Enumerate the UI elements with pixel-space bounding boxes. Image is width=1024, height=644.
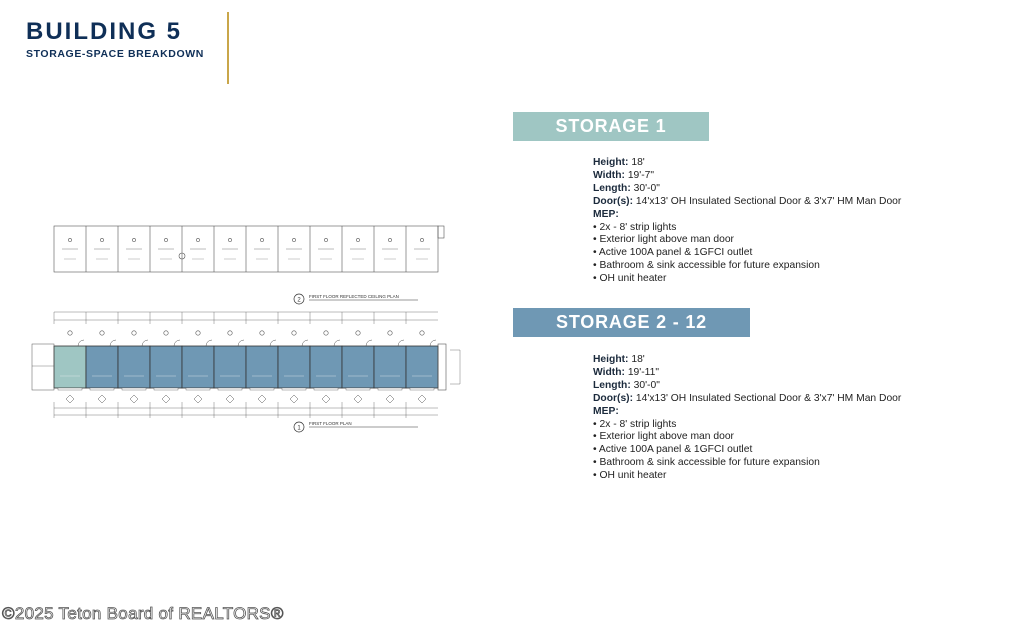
height-row xyxy=(593,157,901,170)
mep-label: MEP: xyxy=(593,405,619,417)
width-label: Width: xyxy=(593,366,625,378)
storage-unit-bay xyxy=(182,346,214,388)
storage-unit-bay xyxy=(54,346,86,388)
first-floor-plan xyxy=(32,312,460,418)
storage-1-specs xyxy=(593,157,901,286)
overhead-door xyxy=(218,388,242,390)
length-label: Length: xyxy=(593,182,631,194)
overhead-door xyxy=(378,388,402,390)
overhead-door xyxy=(250,388,274,390)
section-marker-icon xyxy=(418,395,426,403)
section-marker-icon xyxy=(386,395,394,403)
section-marker-icon xyxy=(130,395,138,403)
floor-plan-drawing xyxy=(28,212,488,437)
door-swing-icon xyxy=(398,340,404,346)
end-annex xyxy=(438,344,446,390)
mep-item: • OH unit heater xyxy=(593,273,901,286)
door-swing-icon xyxy=(78,340,84,346)
door-swing-icon xyxy=(366,340,372,346)
overhead-door xyxy=(58,388,82,390)
storage-unit-bay xyxy=(310,346,342,388)
overhead-door xyxy=(282,388,306,390)
door-swing-icon xyxy=(142,340,148,346)
mep-item: • Active 100A panel & 1GFCI outlet xyxy=(593,444,901,457)
overhead-door xyxy=(186,388,210,390)
mep-item: • Exterior light above man door xyxy=(593,234,901,247)
storage-unit-bay xyxy=(246,346,278,388)
ceiling-plan-number: 2 xyxy=(297,297,301,304)
mep-item: • 2x - 8' strip lights xyxy=(593,222,901,235)
bay-marker-icon xyxy=(228,331,232,335)
overhead-door xyxy=(346,388,370,390)
storage-2-12-specs xyxy=(593,354,901,483)
door-swing-icon xyxy=(334,340,340,346)
floor-plan-number: 1 xyxy=(297,425,301,432)
header-divider xyxy=(227,12,229,84)
bay-marker-icon xyxy=(420,331,424,335)
light-fixture-icon xyxy=(420,238,423,241)
mep-list xyxy=(593,222,901,287)
storage-unit-bay xyxy=(406,346,438,388)
overhead-door xyxy=(410,388,434,390)
door-swing-icon xyxy=(174,340,180,346)
length-value: 30'-0" xyxy=(633,182,660,194)
floor-plan-label: FIRST FLOOR PLAN xyxy=(309,421,352,426)
length-value: 30'-0" xyxy=(633,379,660,391)
height-value: 18' xyxy=(631,157,645,168)
bay-marker-icon xyxy=(260,331,264,335)
bay-marker-icon xyxy=(388,331,392,335)
light-fixture-icon xyxy=(356,238,359,241)
length-row xyxy=(593,380,901,393)
width-row xyxy=(593,170,901,183)
width-row xyxy=(593,367,901,380)
storage-unit-bay xyxy=(150,346,182,388)
ceiling-plan-title-group xyxy=(294,294,418,304)
height-row xyxy=(593,354,901,367)
page-subtitle: STORAGE-SPACE BREAKDOWN xyxy=(26,48,204,60)
section-marker-icon xyxy=(226,395,234,403)
storage-2-12-banner: STORAGE 2 - 12 xyxy=(513,308,750,337)
ceiling-plan-label: FIRST FLOOR REFLECTED CEILING PLAN xyxy=(309,294,399,299)
doors-row xyxy=(593,196,901,209)
bathroom-area xyxy=(32,344,54,390)
bay-marker-icon xyxy=(132,331,136,335)
width-label: Width: xyxy=(593,169,625,181)
section-marker-icon xyxy=(66,395,74,403)
reflected-ceiling-plan xyxy=(54,226,444,272)
doors-label: Door(s): xyxy=(593,195,634,207)
overhead-door xyxy=(154,388,178,390)
light-fixture-icon xyxy=(260,238,263,241)
page-title: BUILDING 5 xyxy=(26,18,183,45)
storage-unit-bay xyxy=(214,346,246,388)
door-swing-icon xyxy=(238,340,244,346)
width-value: 19'-7" xyxy=(627,169,655,181)
mep-item: • Exterior light above man door xyxy=(593,431,901,444)
mep-list xyxy=(593,419,901,484)
height-value: 18' xyxy=(631,354,645,365)
doors-row xyxy=(593,393,901,406)
section-marker-icon xyxy=(258,395,266,403)
overhead-door xyxy=(314,388,338,390)
storage-unit-bay xyxy=(342,346,374,388)
mep-item: • OH unit heater xyxy=(593,470,901,483)
bay-marker-icon xyxy=(68,331,72,335)
bay-marker-icon xyxy=(324,331,328,335)
light-fixture-icon xyxy=(196,238,199,241)
height-label: Height: xyxy=(593,157,629,168)
section-marker-icon xyxy=(194,395,202,403)
floor-plan-title-group xyxy=(294,421,418,432)
bay-marker-icon xyxy=(100,331,104,335)
section-marker-icon xyxy=(322,395,330,403)
storage-unit-bay xyxy=(86,346,118,388)
section-marker-icon xyxy=(354,395,362,403)
doors-value: 14'x13' OH Insulated Sectional Door & 3'x7' HM Man Door xyxy=(635,392,902,404)
mep-label: MEP: xyxy=(593,208,619,220)
bay-marker-icon xyxy=(196,331,200,335)
mep-item: • Bathroom & sink accessible for future expansion xyxy=(593,260,901,273)
length-row xyxy=(593,183,901,196)
overhead-door xyxy=(122,388,146,390)
doors-label: Door(s): xyxy=(593,392,634,404)
storage-unit-bay xyxy=(278,346,310,388)
door-swing-icon xyxy=(270,340,276,346)
door-swing-icon xyxy=(302,340,308,346)
light-fixture-icon xyxy=(292,238,295,241)
light-fixture-icon xyxy=(132,238,135,241)
bay-marker-icon xyxy=(164,331,168,335)
door-swing-icon xyxy=(206,340,212,346)
storage-1-banner: STORAGE 1 xyxy=(513,112,709,141)
storage-unit-bay xyxy=(118,346,150,388)
overhead-door xyxy=(90,388,114,390)
mep-item: • Active 100A panel & 1GFCI outlet xyxy=(593,247,901,260)
light-fixture-icon xyxy=(100,238,103,241)
height-label: Height: xyxy=(593,354,629,365)
section-marker-icon xyxy=(290,395,298,403)
length-label: Length: xyxy=(593,379,631,391)
light-fixture-icon xyxy=(388,238,391,241)
light-fixture-icon xyxy=(228,238,231,241)
bay-marker-icon xyxy=(292,331,296,335)
door-swing-icon xyxy=(110,340,116,346)
door-swing-icon xyxy=(430,340,436,346)
storage-unit-bay xyxy=(374,346,406,388)
bay-marker-icon xyxy=(356,331,360,335)
light-fixture-icon xyxy=(164,238,167,241)
mep-item: • Bathroom & sink accessible for future expansion xyxy=(593,457,901,470)
ceiling-plan-annex xyxy=(438,226,444,238)
mep-item: • 2x - 8' strip lights xyxy=(593,419,901,432)
exterior-detail xyxy=(450,350,460,384)
section-marker-icon xyxy=(98,395,106,403)
light-fixture-icon xyxy=(324,238,327,241)
section-marker-icon xyxy=(162,395,170,403)
light-fixture-icon xyxy=(68,238,71,241)
doors-value: 14'x13' OH Insulated Sectional Door & 3'x7' HM Man Door xyxy=(635,195,902,207)
width-value: 19'-11" xyxy=(627,366,660,378)
copyright-watermark: ©2025 Teton Board of REALTORS® xyxy=(2,604,284,623)
